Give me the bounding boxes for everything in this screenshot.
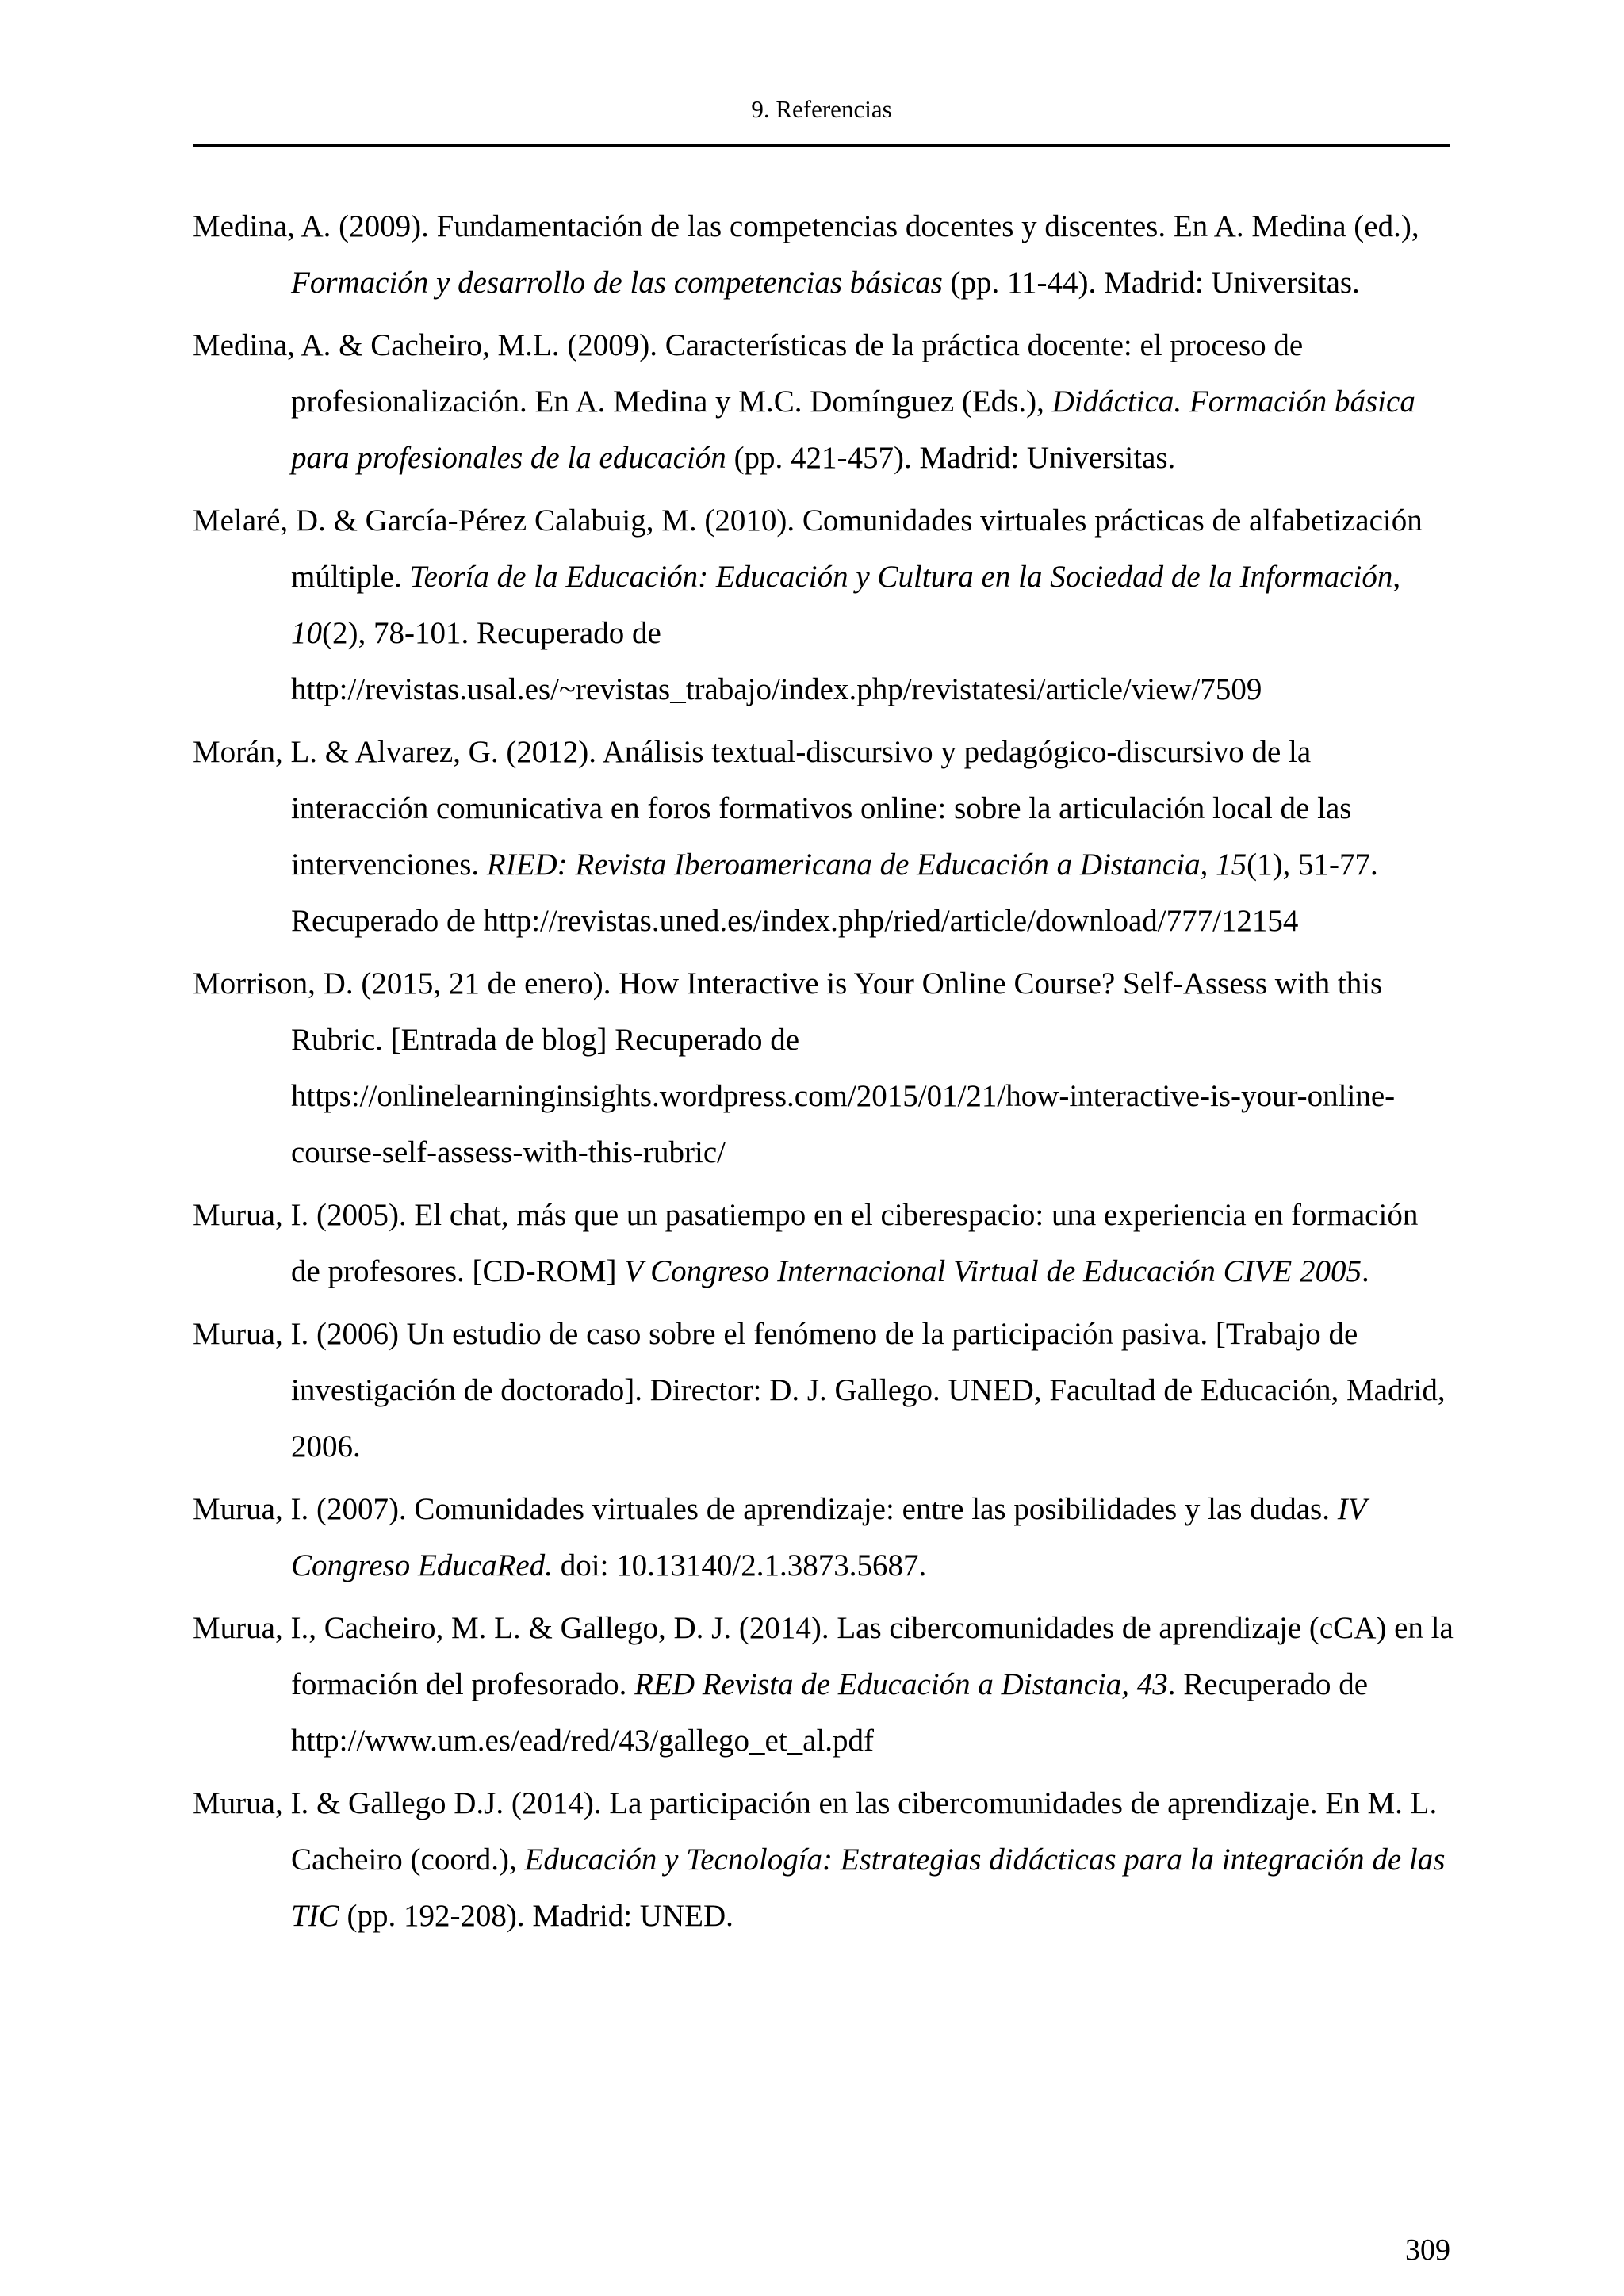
reference-text: Murua, I., Cacheiro, M. L. & Gallego, D. J. (2014). Las cibercomunidades de aprendizaje (cCA) en la formación del profesorado. bbox=[193, 1611, 1454, 1701]
header-rule bbox=[193, 144, 1450, 147]
reference-text: (2), 78-101. Recuperado de http://revistas.usal.es/~revistas_trabajo/index.php/revistatesi/article/view/7509 bbox=[291, 616, 1262, 706]
reference-list bbox=[193, 198, 1454, 1950]
reference-text: . Recuperado de http://www.um.es/ead/red/43/gallego_et_al.pdf bbox=[291, 1667, 1369, 1758]
reference-title: Didáctica. Formación básica para profesionales de la educación bbox=[291, 385, 1415, 475]
reference-item bbox=[193, 1306, 1454, 1475]
reference-item bbox=[193, 1600, 1454, 1769]
reference-text: Murua, I. (2006) Un estudio de caso sobre el fenómeno de la participación pasiva. [Trabajo de investigación de doctorado]. Director: D. J. Gallego. UNED, Facultad de Educación, Madrid, 2006. bbox=[193, 1317, 1446, 1464]
reference-item bbox=[193, 317, 1454, 486]
reference-title: RIED: Revista Iberoamericana de Educación a Distancia bbox=[486, 848, 1201, 882]
reference-item bbox=[193, 198, 1454, 311]
reference-item bbox=[193, 1481, 1454, 1594]
reference-item bbox=[193, 1775, 1454, 1944]
reference-text: Murua, I. (2005). El chat, más que un pasatiempo en el ciberespacio: una experiencia en formación de profesores. [CD-ROM] bbox=[193, 1198, 1419, 1288]
reference-text: , bbox=[1392, 560, 1401, 594]
reference-title: Formación y desarrollo de las competencias básicas bbox=[291, 266, 943, 300]
reference-title: RED Revista de Educación a Distancia, 43 bbox=[634, 1667, 1168, 1701]
reference-text: Medina, A. (2009). Fundamentación de las competencias docentes y discentes. En A. Medina (ed.), bbox=[193, 209, 1419, 243]
reference-text: Morrison, D. (2015, 21 de enero). How Interactive is Your Online Course? Self-Assess with this Rubric. [Entrada de blog] Recuperado de https://onlinelearninginsights.wordpress.com/2015/01/21/how-interactive-is-your-online-course-self-assess-with-this-rubric/ bbox=[193, 966, 1396, 1169]
reference-title: Teoría de la Educación: Educación y Cultura en la Sociedad de la Información bbox=[409, 560, 1393, 594]
reference-item bbox=[193, 492, 1454, 718]
reference-text: , bbox=[1200, 848, 1216, 882]
reference-item bbox=[193, 1187, 1454, 1299]
reference-item bbox=[193, 955, 1454, 1181]
running-header: 9. Referencias bbox=[751, 95, 892, 123]
reference-text: (pp. 192-208). Madrid: UNED. bbox=[339, 1899, 733, 1933]
reference-text: doi: 10.13140/2.1.3873.5687. bbox=[553, 1548, 927, 1582]
reference-text: Medina, A. & Cacheiro, M.L. (2009). Características de la práctica docente: el proceso de profesionalización. En A. Medina y M.C. Domínguez (Eds.), bbox=[193, 328, 1304, 419]
reference-text: (pp. 11-44). Madrid: Universitas. bbox=[942, 266, 1360, 300]
reference-text: Murua, I. & Gallego D.J. (2014). La participación en las cibercomunidades de aprendizaje. En M. L. Cacheiro (coord.), bbox=[193, 1786, 1438, 1877]
reference-volume: 10 bbox=[291, 616, 322, 650]
reference-text: Murua, I. (2007). Comunidades virtuales de aprendizaje: entre las posibilidades y las dudas. bbox=[193, 1492, 1338, 1526]
reference-text: (pp. 421-457). Madrid: Universitas. bbox=[726, 441, 1176, 475]
reference-text: Melaré, D. & García-Pérez Calabuig, M. (2010). Comunidades virtuales prácticas de alfabetización múltiple. bbox=[193, 503, 1423, 594]
reference-item bbox=[193, 724, 1454, 949]
reference-volume: 15 bbox=[1216, 848, 1247, 882]
reference-title: IV Congreso EducaRed. bbox=[291, 1492, 1366, 1582]
reference-text: Morán, L. & Alvarez, G. (2012). Análisis textual-discursivo y pedagógico-discursivo de la interacción comunicativa en foros formativos online: sobre la articulación local de las intervenciones. bbox=[193, 735, 1352, 882]
reference-text: (1), 51-77. Recuperado de http://revistas.uned.es/index.php/ried/article/download/777/12154 bbox=[291, 848, 1378, 938]
reference-text: . bbox=[1362, 1254, 1369, 1288]
reference-title: V Congreso Internacional Virtual de Educación CIVE 2005 bbox=[624, 1254, 1362, 1288]
reference-title: Educación y Tecnología: Estrategias didácticas para la integración de las TIC bbox=[291, 1843, 1446, 1933]
page-number: 309 bbox=[1405, 2233, 1450, 2267]
